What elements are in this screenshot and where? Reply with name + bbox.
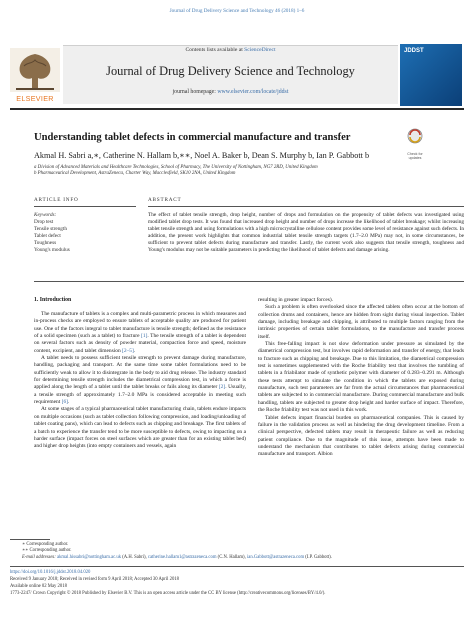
check-for-updates-icon xyxy=(404,127,426,147)
homepage-link[interactable]: www.elsevier.com/locate/jddst xyxy=(217,89,289,95)
contents-line xyxy=(63,47,398,53)
footnote-rule xyxy=(10,539,50,540)
keyword-item: Drop test xyxy=(34,219,54,225)
homepage-prefix: journal homepage: xyxy=(172,89,218,95)
corresponding-author-2: ∗∗ Corresponding author. xyxy=(22,548,72,553)
intro-paragraph-6: Tablet defects impart financial burden on pharmaceutical companies. This is caused by failure in the validation process as well as hindering the drug development timeline. From a clinical perspective, defected tablets may result in therapeutic failure as well as reducing patient compliance. Due to the magnitude of this issue, attempts have been made to understand the mechanism that contributes to tablet defects arising during commercial manufacture and transport. Albion xyxy=(258,414,464,458)
doi-link xyxy=(10,570,90,576)
intro-paragraph-4: Such a problem is often overlooked since the affected tablets often occur at the bottom of collection drums and containers, hence are hidden from sight during visual inspection. Tablet damage, including breakage and chipping, is attributed to multiple factors ranging from the intrinsic properties of certain tablet formulations, to the manufacture and transfer process itself. xyxy=(258,304,464,340)
text-run: . xyxy=(133,347,136,354)
intro-paragraph-1 xyxy=(34,311,246,355)
citation-link[interactable]: [2] xyxy=(218,384,226,391)
corresponding-author-1: ∗ Corresponding author. xyxy=(22,542,69,547)
keywords-label: Keywords: xyxy=(34,212,57,218)
text-run: A tablet needs to possess sufficient tensile strength to prevent damage during manufacture, handling, packaging and transport. At the same time some tablet formulations need to be sufficiently weak to allow it to disintegrate in the body to aid drug release. The industry standard for determining tensile strength includes the diametrical compression test, in which a force is applied along the length of a tablet until the tablet breaks or fails along its diameter xyxy=(34,355,246,391)
sciencedirect-link[interactable]: ScienceDirect xyxy=(244,47,276,53)
keyword-item: Young's modulus xyxy=(34,247,70,253)
email-link[interactable]: ian.Gabbott@astrazeneca.com xyxy=(246,555,305,560)
contents-prefix: Contents lists available at xyxy=(185,47,245,53)
keyword-item: Tablet defect xyxy=(34,233,61,239)
email-owner: (I.P. Gabbott). xyxy=(304,555,332,560)
journal-name: Journal of Drug Delivery Science and Technology xyxy=(106,64,355,78)
text-run: . Usually, a tensile strength of approximately 1.7–2.0 MPa is considered acceptable in meeting such requirement xyxy=(34,384,246,406)
citation-link[interactable]: [6] xyxy=(61,399,68,406)
abstract-heading: ABSTRACT xyxy=(148,197,182,203)
citation-link[interactable]: [2–5] xyxy=(122,347,134,354)
email-owner: (C.N. Hallam), xyxy=(216,555,247,560)
abstract-bottom-rule xyxy=(34,281,464,282)
info-rule xyxy=(34,206,136,207)
text-run: . The tensile strength of a tablet is dependent on several factors such as density of powder material, compaction force and speed, moisture content, excipient, and tablet dimension xyxy=(34,333,247,354)
intro-paragraph-continued: resulting in greater impact forces). xyxy=(258,297,334,303)
email-label: E-mail addresses: xyxy=(22,555,57,560)
article-title: Understanding tablet defects in commercial manufacture and transfer xyxy=(34,132,351,143)
text-run: The manufacture of tablets is a complex and multi-parametric process in which measures and in-process checks are employed to ensure tablets of acceptable quality are produced for patient use. One of the factors integral to tablet manufacture is tensile strength; defined as the resistance of a solid specimen (such as a tablet) to fracture xyxy=(34,311,246,340)
citation-link[interactable]: [1] xyxy=(141,333,148,340)
email-link[interactable]: catherine.hallam1@astrazeneca.com xyxy=(147,555,217,560)
introduction-heading: 1. Introduction xyxy=(34,297,72,303)
check-for-updates-label: Check for updates xyxy=(407,152,423,160)
running-head[interactable]: Journal of Drug Delivery Science and Technology 46 (2018) 1–6 xyxy=(169,8,305,14)
affiliation-a: a Division of Advanced Materials and Healthcare Technologies, School of Pharmacy, The University of Nottingham, NG7 2RD, United Kingdom xyxy=(34,165,318,170)
keyword-item: Tensile strength xyxy=(34,226,67,232)
abstract-rule xyxy=(148,206,464,207)
doi-url[interactable]: https://doi.org/10.1016/j.jddst.2018.04.020 xyxy=(10,570,91,575)
affiliation-b: b Pharmaceutical Development, AstraZeneca, Charter Way, Macclesfield, SK10 2NA, United Kingdom xyxy=(34,171,236,176)
footer-rule xyxy=(10,566,464,567)
keyword-item: Toughness xyxy=(34,240,57,246)
received-dates: Received 9 January 2018; Received in revised form 9 April 2018; Accepted 30 April 2018 xyxy=(10,577,179,582)
abstract-text: The effect of tablet tensile strength, drop height, number of drops and formulation on the propensity of tablet defects was investigated using modified tablet drop tests. It was found that increased drop height and number of drops increase the likelihood of tablet breakage; whilst increasing tablet tensile strength and using formulations with a high microcrystalline cellulose content provides some level of resistance against such defects. In addition, the present work highlights that common industrial tablet tensile strength targets (1.7–2.0 MPa) may not, in some circumstances, be sufficient to prevent tablet defects during manufacture and transfer. Lastly, the current work also suggests that tensile strength, toughness and Young's modulus may not be suitable parameters in predicting the likelihood of tablet defects and damage arising. xyxy=(148,212,464,253)
article-info-heading: ARTICLE INFO xyxy=(34,197,79,203)
intro-paragraph-3: At some stages of a typical pharmaceutical tablet manufacturing chain, tablets endure impacts on multiple occasions (such as tablet collection following compression, and loading/unloading of tablet coating pans), which can lead to defects such as chipping and breakage. The first tablets of a batch to experience the transfer tend to be more susceptible to defects, owing to impacting on a harder surface (impact forces on steel surfaces which are greater than for an existing tablet bed) and higher drop heights (into empty containers and vessels, again xyxy=(34,406,246,450)
email-link[interactable]: akmal.hissabri@nottingham.ac.uk xyxy=(56,555,122,560)
author-list: Akmal H. Sabri a,∗, Catherine N. Hallam b,∗∗, Noel A. Baker b, Dean S. Murphy b, Ian P. Gabbott b xyxy=(34,151,370,160)
available-online-date: Available online 02 May 2018 xyxy=(10,584,67,589)
masthead-divider xyxy=(10,108,464,110)
elsevier-tree-icon xyxy=(10,48,60,100)
intro-paragraph-2 xyxy=(34,355,246,406)
email-owner: (A.H. Sabri), xyxy=(121,555,148,560)
body-column-right xyxy=(258,297,464,459)
body-column-left xyxy=(34,311,246,451)
email-addresses xyxy=(22,555,472,561)
text-run: . xyxy=(67,399,70,406)
journal-homepage xyxy=(63,89,398,95)
intro-paragraph-5: This free-falling impact is not slow deformation under pressure as simulated by the diametrical compression test, but involves rapid deformation and transfer of energy, that leads to fracture such as chipping and breakage. Due to this limitation, the diametrical compression test is sometimes supplemented with the Roche friability test that involves the tumbling of tablets in a friabilator made of synthetic polymer with diameter of 0.283–0.291 m. Although these tests attempt to simulate the condition in which the tablets are exposed during manufacture, such test parameters are far from the actual circumstances that pharmaceutical tablets are subjected to in commercial manufacture. During commercial manufacture and bulk handling, tablets are subjected to greater drop height and harder surface of impact. Therefore, the Roche friability test was not used in this work. xyxy=(258,341,464,414)
publisher-name: ELSEVIER xyxy=(16,94,54,103)
journal-cover-title: JDDST xyxy=(404,48,424,54)
license-statement: 1773-2247/ Crown Copyright © 2018 Published by Elsevier B.V. This is an open access article under the CC BY license (http://creativecommons.org/licenses/BY/4.0/). xyxy=(10,591,326,596)
